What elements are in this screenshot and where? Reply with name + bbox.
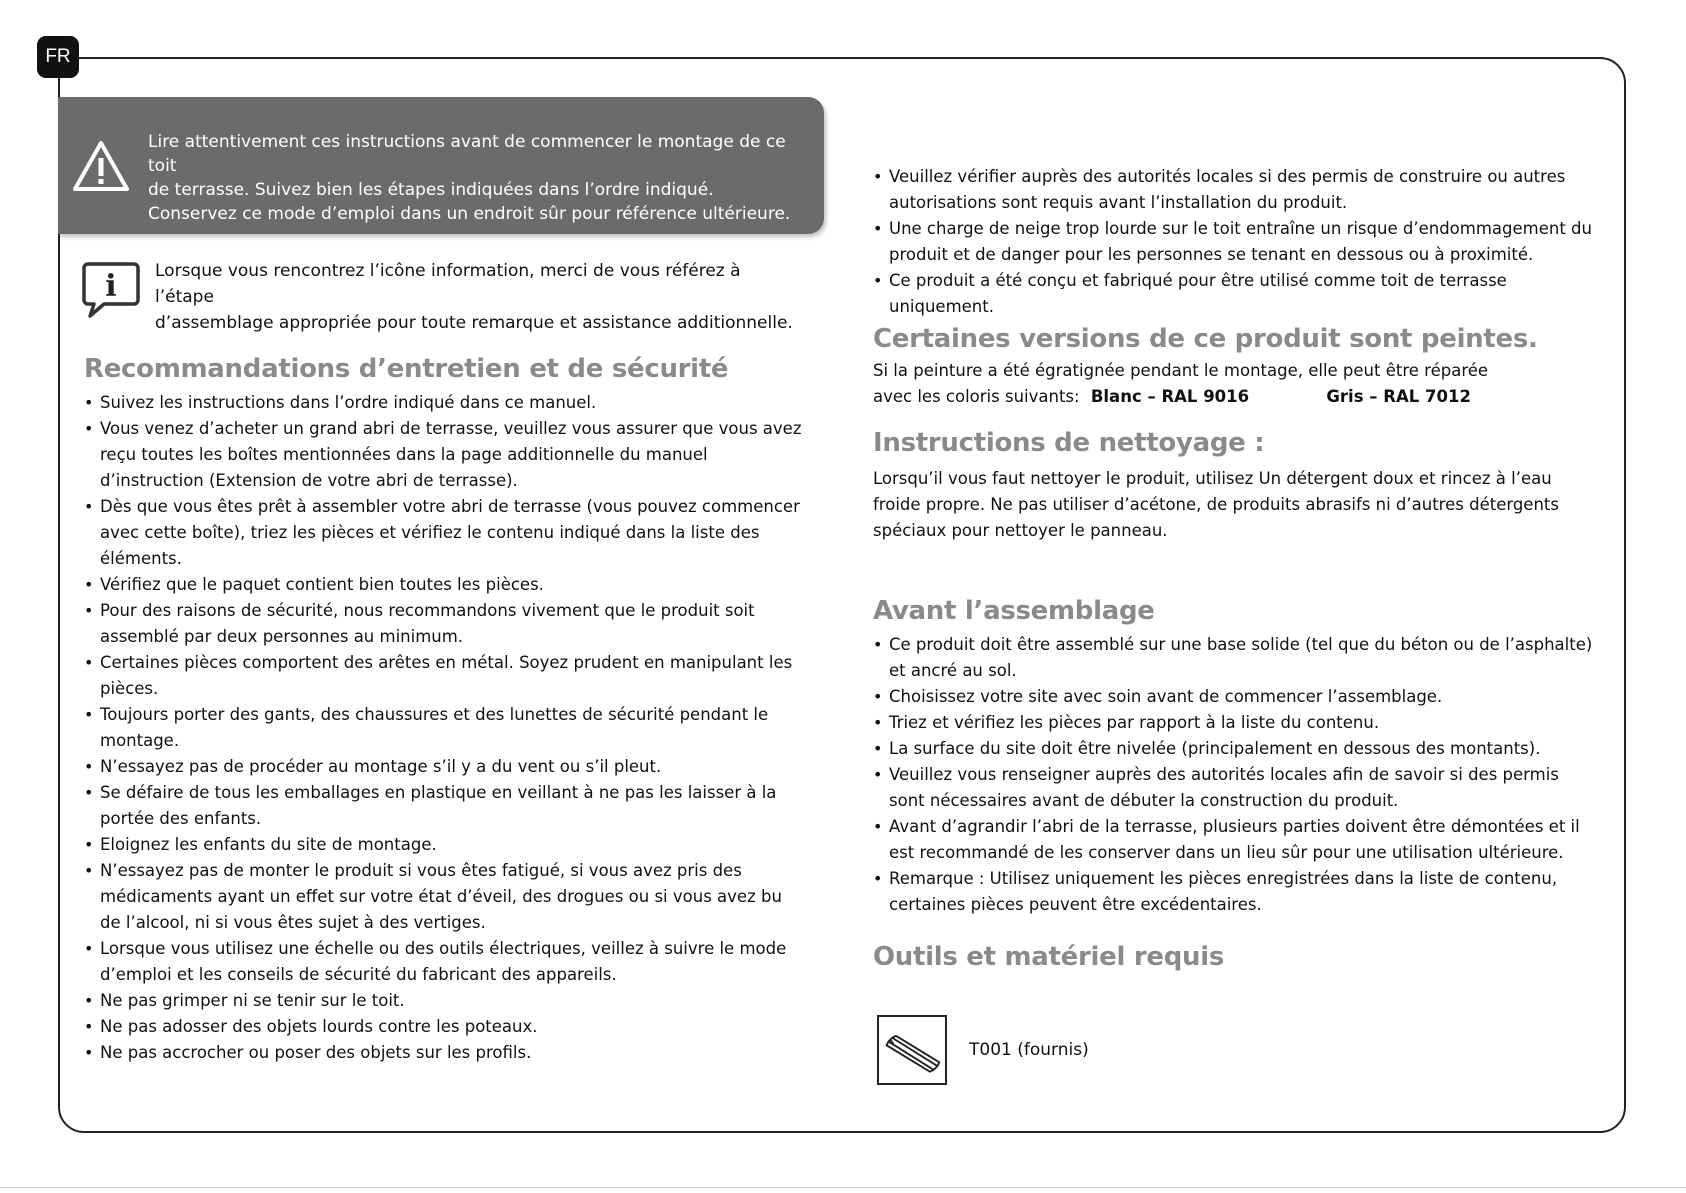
list-item: • Lorsque vous utilisez une échelle ou des outils électriques, veillez à suivre le mode d’emploi et les conseils de sécurité du fabricant des appareils. [84, 936, 804, 988]
painted-colors-prefix: avec les coloris suivants: [873, 387, 1080, 406]
painted-heading: Certaines versions de ce produit sont peintes. [873, 324, 1538, 354]
tool-image-frame [877, 1015, 947, 1085]
list-item: • Veuillez vous renseigner auprès des autorités locales afin de savoir si des permis sont nécessaires avant de débuter la construction du produit. [873, 762, 1593, 814]
list-item: • Remarque : Utilisez uniquement les pièces enregistrées dans la liste de contenu, certaines pièces peuvent être excédentaires. [873, 866, 1593, 918]
list-item: • Certaines pièces comportent des arêtes en métal. Soyez prudent en manipulant les pièces. [84, 650, 804, 702]
list-item: • Ne pas adosser des objets lourds contre les poteaux. [84, 1014, 804, 1040]
list-item: • Dès que vous êtes prêt à assembler votre abri de terrasse (vous pouvez commencer avec cette boîte), triez les pièces et vérifiez le contenu indiqué dans la liste des éléments. [84, 494, 804, 572]
tools-heading: Outils et matériel requis [873, 942, 1225, 972]
cleaning-heading: Instructions de nettoyage : [873, 428, 1265, 458]
list-item: • Ce produit a été conçu et fabriqué pour être utilisé comme toit de terrasse uniquement. [873, 268, 1593, 320]
color-grey-ral: Gris – RAL 7012 [1326, 387, 1471, 406]
list-item: • Pour des raisons de sécurité, nous recommandons vivement que le produit soit assemblé par deux personnes au minimum. [84, 598, 804, 650]
info-notice [82, 258, 802, 333]
list-item: • Ne pas accrocher ou poser des objets sur les profils. [84, 1040, 804, 1066]
permits-list [873, 164, 1593, 320]
bottom-divider [0, 1187, 1686, 1188]
list-item: • Ne pas grimper ni se tenir sur le toit. [84, 988, 804, 1014]
painted-line: Si la peinture a été égratignée pendant le montage, elle peut être réparée [873, 361, 1489, 380]
painted-text [873, 358, 1593, 410]
list-item: • N’essayez pas de monter le produit si vous êtes fatigué, si vous avez pris des médicaments ayant un effet sur votre état d’éveil, des drogues ou si vous avez bu de l’alcool, ni si vous êtes sujet à des vertiges. [84, 858, 804, 936]
maintenance-list [84, 390, 804, 1066]
list-item: • N’essayez pas de procéder au montage s’il y a du vent ou s’il pleut. [84, 754, 804, 780]
info-icon-letter: i [105, 269, 117, 304]
warning-triangle-icon [72, 139, 130, 193]
info-line: d’assemblage appropriée pour toute remarque et assistance additionnelle. [155, 313, 793, 333]
list-item: • Vous venez d’acheter un grand abri de terrasse, veuillez vous assurer que vous avez reçu toutes les boîtes mentionnées dans la page additionnelle du manuel d’instruction (Extension de votre abri de terrasse). [84, 416, 804, 494]
list-item: • Veuillez vérifier auprès des autorités locales si des permis de construire ou autres autorisations sont requis avant l’installation du produit. [873, 164, 1593, 216]
maintenance-heading: Recommandations d’entretien et de sécurité [84, 354, 729, 384]
tool-label: T001 (fournis) [969, 1040, 1089, 1060]
warning-banner [58, 97, 824, 234]
list-item: • Se défaire de tous les emballages en plastique en veillant à ne pas les laisser à la portée des enfants. [84, 780, 804, 832]
right-column [873, 164, 1593, 974]
warning-line: Lire attentivement ces instructions avant de commencer le montage de ce toit [148, 132, 786, 176]
tool-item [877, 1015, 1277, 1087]
warning-text [148, 130, 818, 226]
list-item: • Une charge de neige trop lourde sur le toit entraîne un risque d’endommagement du produit et de danger pour les personnes se tenant en dessous ou à proximité. [873, 216, 1593, 268]
info-speech-bubble-icon [82, 260, 140, 320]
warning-line: Conservez ce mode d’emploi dans un endroit sûr pour référence ultérieure. [148, 204, 791, 224]
color-white-ral: Blanc – RAL 9016 [1090, 387, 1250, 406]
list-item: • Eloignez les enfants du site de montage. [84, 832, 804, 858]
list-item: • Vérifiez que le paquet contient bien toutes les pièces. [84, 572, 804, 598]
cleaning-text: Lorsqu’il vous faut nettoyer le produit, utilisez Un détergent doux et rincez à l’eau froide propre. Ne pas utiliser d’acétone, de produits abrasifs ni d’autres détergents spéciaux pour nettoyer le panneau. [873, 469, 1559, 540]
info-text [155, 258, 795, 336]
before-assembly-list [873, 632, 1593, 918]
left-column [84, 352, 804, 1066]
info-line: Lorsque vous rencontrez l’icône information, merci de vous référez à l’étape [155, 261, 741, 307]
screwdriver-bit-icon [879, 1017, 945, 1083]
list-item: • Triez et vérifiez les pièces par rapport à la liste du contenu. [873, 710, 1593, 736]
list-item: • Choisissez votre site avec soin avant de commencer l’assemblage. [873, 684, 1593, 710]
list-item: • Suivez les instructions dans l’ordre indiqué dans ce manuel. [84, 390, 804, 416]
before-assembly-heading: Avant l’assemblage [873, 596, 1155, 626]
language-badge: FR [37, 36, 79, 78]
list-item: • Ce produit doit être assemblé sur une base solide (tel que du béton ou de l’asphalte) et ancré au sol. [873, 632, 1593, 684]
list-item: • La surface du site doit être nivelée (principalement en dessous des montants). [873, 736, 1593, 762]
list-item: • Toujours porter des gants, des chaussures et des lunettes de sécurité pendant le montage. [84, 702, 804, 754]
warning-line: de terrasse. Suivez bien les étapes indiquées dans l’ordre indiqué. [148, 180, 714, 200]
list-item: • Avant d’agrandir l’abri de la terrasse, plusieurs parties doivent être démontées et il est recommandé de les conserver dans un lieu sûr pour une utilisation ultérieure. [873, 814, 1593, 866]
